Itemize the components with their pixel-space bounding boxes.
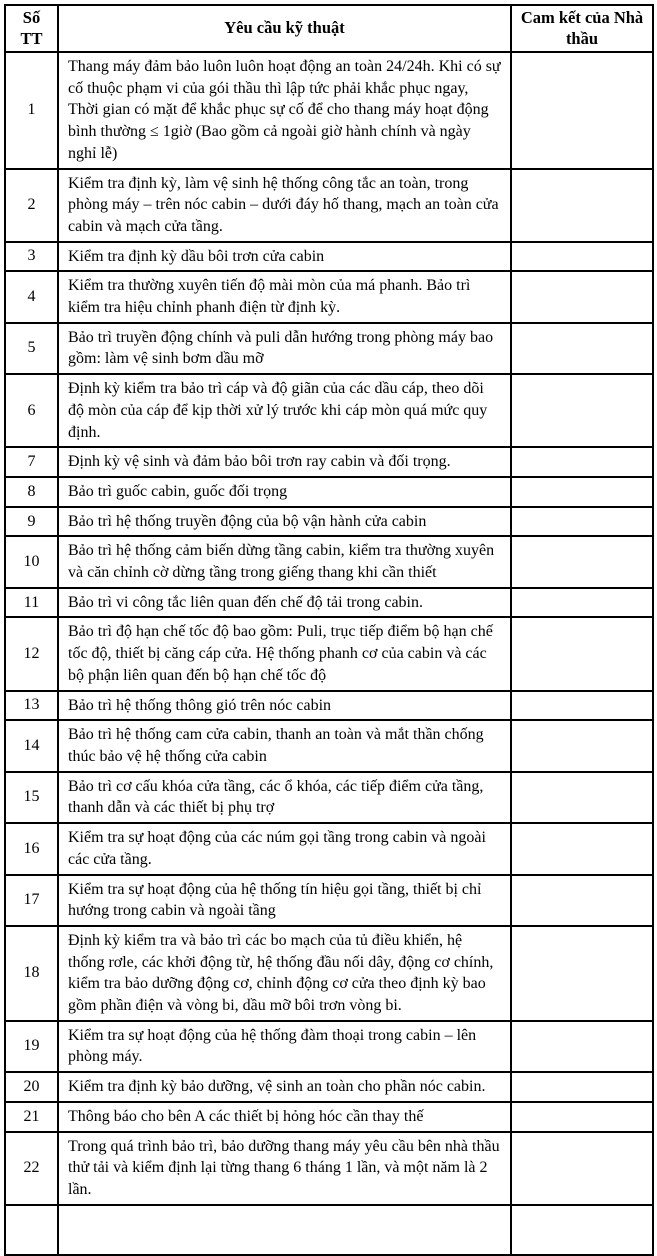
requirement-cell: Thông báo cho bên A các thiết bị hỏng hóc cần thay thế xyxy=(58,1102,511,1132)
row-number-cell: 9 xyxy=(5,507,58,537)
header-requirement: Yêu cầu kỹ thuật xyxy=(58,5,511,52)
requirement-cell: Bảo trì truyền động chính và puli dẫn hướng trong phòng máy bao gồm: làm vệ sinh bơm dầu mỡ xyxy=(58,323,511,374)
commitment-cell xyxy=(511,52,653,169)
table-row xyxy=(5,242,653,272)
table-row xyxy=(5,772,653,823)
table-row xyxy=(5,52,653,169)
row-number-cell: 6 xyxy=(5,374,58,447)
commitment-cell xyxy=(511,772,653,823)
requirement-cell: Định kỳ vệ sinh và đảm bảo bôi trơn ray cabin và đối trọng. xyxy=(58,447,511,477)
table-row xyxy=(5,823,653,874)
requirement-cell: Kiểm tra sự hoạt động của hệ thống đàm thoại trong cabin – lên phòng máy. xyxy=(58,1021,511,1072)
requirement-cell: Bảo trì hệ thống cảm biến dừng tầng cabin, kiểm tra thường xuyên và căn chỉnh cờ dừng tầng trong giếng thang khi cần thiết xyxy=(58,536,511,587)
commitment-cell xyxy=(511,323,653,374)
commitment-cell xyxy=(511,1021,653,1072)
table-row xyxy=(5,875,653,926)
table-header xyxy=(5,5,653,52)
commitment-cell xyxy=(511,926,653,1021)
row-number-cell: 19 xyxy=(5,1021,58,1072)
requirement-cell: Kiểm tra thường xuyên tiến độ mài mòn của má phanh. Bảo trì kiểm tra hiệu chỉnh phanh điện từ định kỳ. xyxy=(58,271,511,322)
requirement-cell: Bảo trì vi công tắc liên quan đến chế độ tải trong cabin. xyxy=(58,588,511,618)
row-number-cell: 3 xyxy=(5,242,58,272)
table-row xyxy=(5,169,653,242)
row-number-cell: 20 xyxy=(5,1072,58,1102)
requirement-cell: Bảo trì độ hạn chế tốc độ bao gồm: Puli, trục tiếp điểm bộ hạn chế tốc độ, thiết bị căng cáp cửa. Hệ thống phanh cơ của cabin và các bộ phận liên quan đến bộ hạn chế tốc độ xyxy=(58,617,511,690)
row-number-cell: 14 xyxy=(5,720,58,771)
requirement-cell xyxy=(58,1205,511,1255)
requirement-cell: Bảo trì guốc cabin, guốc đối trọng xyxy=(58,477,511,507)
table-row xyxy=(5,588,653,618)
row-number-cell: 12 xyxy=(5,617,58,690)
table-body xyxy=(5,52,653,1255)
requirement-cell: Kiểm tra định kỳ dầu bôi trơn cửa cabin xyxy=(58,242,511,272)
header-no: Số TT xyxy=(5,5,58,52)
commitment-cell xyxy=(511,617,653,690)
table-row xyxy=(5,926,653,1021)
table-row xyxy=(5,1021,653,1072)
row-number-cell: 11 xyxy=(5,588,58,618)
row-number-cell: 18 xyxy=(5,926,58,1021)
commitment-cell xyxy=(511,588,653,618)
requirement-cell: Kiểm tra định kỳ, làm vệ sinh hệ thống công tắc an toàn, trong phòng máy – trên nóc cabin – dưới đáy hố thang, mạch an toàn cửa cabin và mạch cửa tầng. xyxy=(58,169,511,242)
row-number-cell: 15 xyxy=(5,772,58,823)
commitment-cell xyxy=(511,691,653,721)
commitment-cell xyxy=(511,477,653,507)
commitment-cell xyxy=(511,374,653,447)
commitment-cell xyxy=(511,823,653,874)
requirement-cell: Bảo trì hệ thống thông gió trên nóc cabin xyxy=(58,691,511,721)
requirement-cell: Bảo trì hệ thống truyền động của bộ vận hành cửa cabin xyxy=(58,507,511,537)
commitment-cell xyxy=(511,242,653,272)
table-row xyxy=(5,271,653,322)
row-number-cell: 17 xyxy=(5,875,58,926)
table-row-partial xyxy=(5,1205,653,1255)
header-commitment: Cam kết của Nhà thầu xyxy=(511,5,653,52)
commitment-cell xyxy=(511,447,653,477)
commitment-cell xyxy=(511,720,653,771)
commitment-cell xyxy=(511,1205,653,1255)
row-number-cell: 4 xyxy=(5,271,58,322)
table-row xyxy=(5,323,653,374)
commitment-cell xyxy=(511,507,653,537)
row-number-cell: 5 xyxy=(5,323,58,374)
table-row xyxy=(5,374,653,447)
requirement-cell: Kiểm tra sự hoạt động của hệ thống tín hiệu gọi tầng, thiết bị chỉ hướng trong cabin và ngoài tầng xyxy=(58,875,511,926)
table-row xyxy=(5,507,653,537)
commitment-cell xyxy=(511,169,653,242)
table-row xyxy=(5,447,653,477)
table-row xyxy=(5,720,653,771)
requirement-cell: Trong quá trình bảo trì, bảo dưỡng thang máy yêu cầu bên nhà thầu thử tải và kiểm định lại từng thang 6 tháng 1 lần, và một năm là 2 lần. xyxy=(58,1132,511,1205)
commitment-cell xyxy=(511,536,653,587)
table-row xyxy=(5,477,653,507)
row-number-cell: 2 xyxy=(5,169,58,242)
table-row xyxy=(5,1102,653,1132)
commitment-cell xyxy=(511,1072,653,1102)
table-row xyxy=(5,617,653,690)
row-number-cell: 22 xyxy=(5,1132,58,1205)
table-row xyxy=(5,1072,653,1102)
commitment-cell xyxy=(511,1102,653,1132)
requirement-cell: Định kỳ kiểm tra bảo trì cáp và độ giãn của các dầu cáp, theo dõi độ mòn của cáp để kịp thời xử lý trước khi cáp mòn quá mức quy định. xyxy=(58,374,511,447)
requirement-cell: Thang máy đảm bảo luôn luôn hoạt động an toàn 24/24h. Khi có sự cố thuộc phạm vi của gói thầu thì lập tức phải khắc phục ngay, Thời gian có mặt để khắc phục sự cố để cho thang máy hoạt động bình thường ≤ 1giờ (Bao gồm cả ngoài giờ hành chính và ngày nghỉ lễ) xyxy=(58,52,511,169)
row-number-cell: 7 xyxy=(5,447,58,477)
row-number-cell: 21 xyxy=(5,1102,58,1132)
row-number-cell: 10 xyxy=(5,536,58,587)
header-row xyxy=(5,5,653,52)
row-number-cell: 1 xyxy=(5,52,58,169)
row-number-cell: 8 xyxy=(5,477,58,507)
table-row xyxy=(5,691,653,721)
row-number-cell: 13 xyxy=(5,691,58,721)
row-number-cell xyxy=(5,1205,58,1255)
commitment-cell xyxy=(511,1132,653,1205)
technical-requirements-table xyxy=(4,4,654,1256)
commitment-cell xyxy=(511,271,653,322)
row-number-cell: 16 xyxy=(5,823,58,874)
table-row xyxy=(5,536,653,587)
requirement-cell: Định kỳ kiểm tra và bảo trì các bo mạch của tủ điều khiển, hệ thống rơle, các khởi động từ, hệ thống đầu nối dây, động cơ chính, kiểm tra bảo dưỡng động cơ, chỉnh động cơ cửa theo định kỳ bao gồm phần điện và vòng bi, dầu mỡ bôi trơn vòng bi. xyxy=(58,926,511,1021)
table-row xyxy=(5,1132,653,1205)
commitment-cell xyxy=(511,875,653,926)
requirement-cell: Bảo trì hệ thống cam cửa cabin, thanh an toàn và mắt thần chống thúc bảo vệ hệ thống cửa cabin xyxy=(58,720,511,771)
requirement-cell: Kiểm tra định kỳ bảo dưỡng, vệ sinh an toàn cho phần nóc cabin. xyxy=(58,1072,511,1102)
requirement-cell: Bảo trì cơ cấu khóa cửa tầng, các ổ khóa, các tiếp điểm cửa tầng, thanh dẫn và các thiết bị phụ trợ xyxy=(58,772,511,823)
requirement-cell: Kiểm tra sự hoạt động của các núm gọi tầng trong cabin và ngoài các cửa tầng. xyxy=(58,823,511,874)
